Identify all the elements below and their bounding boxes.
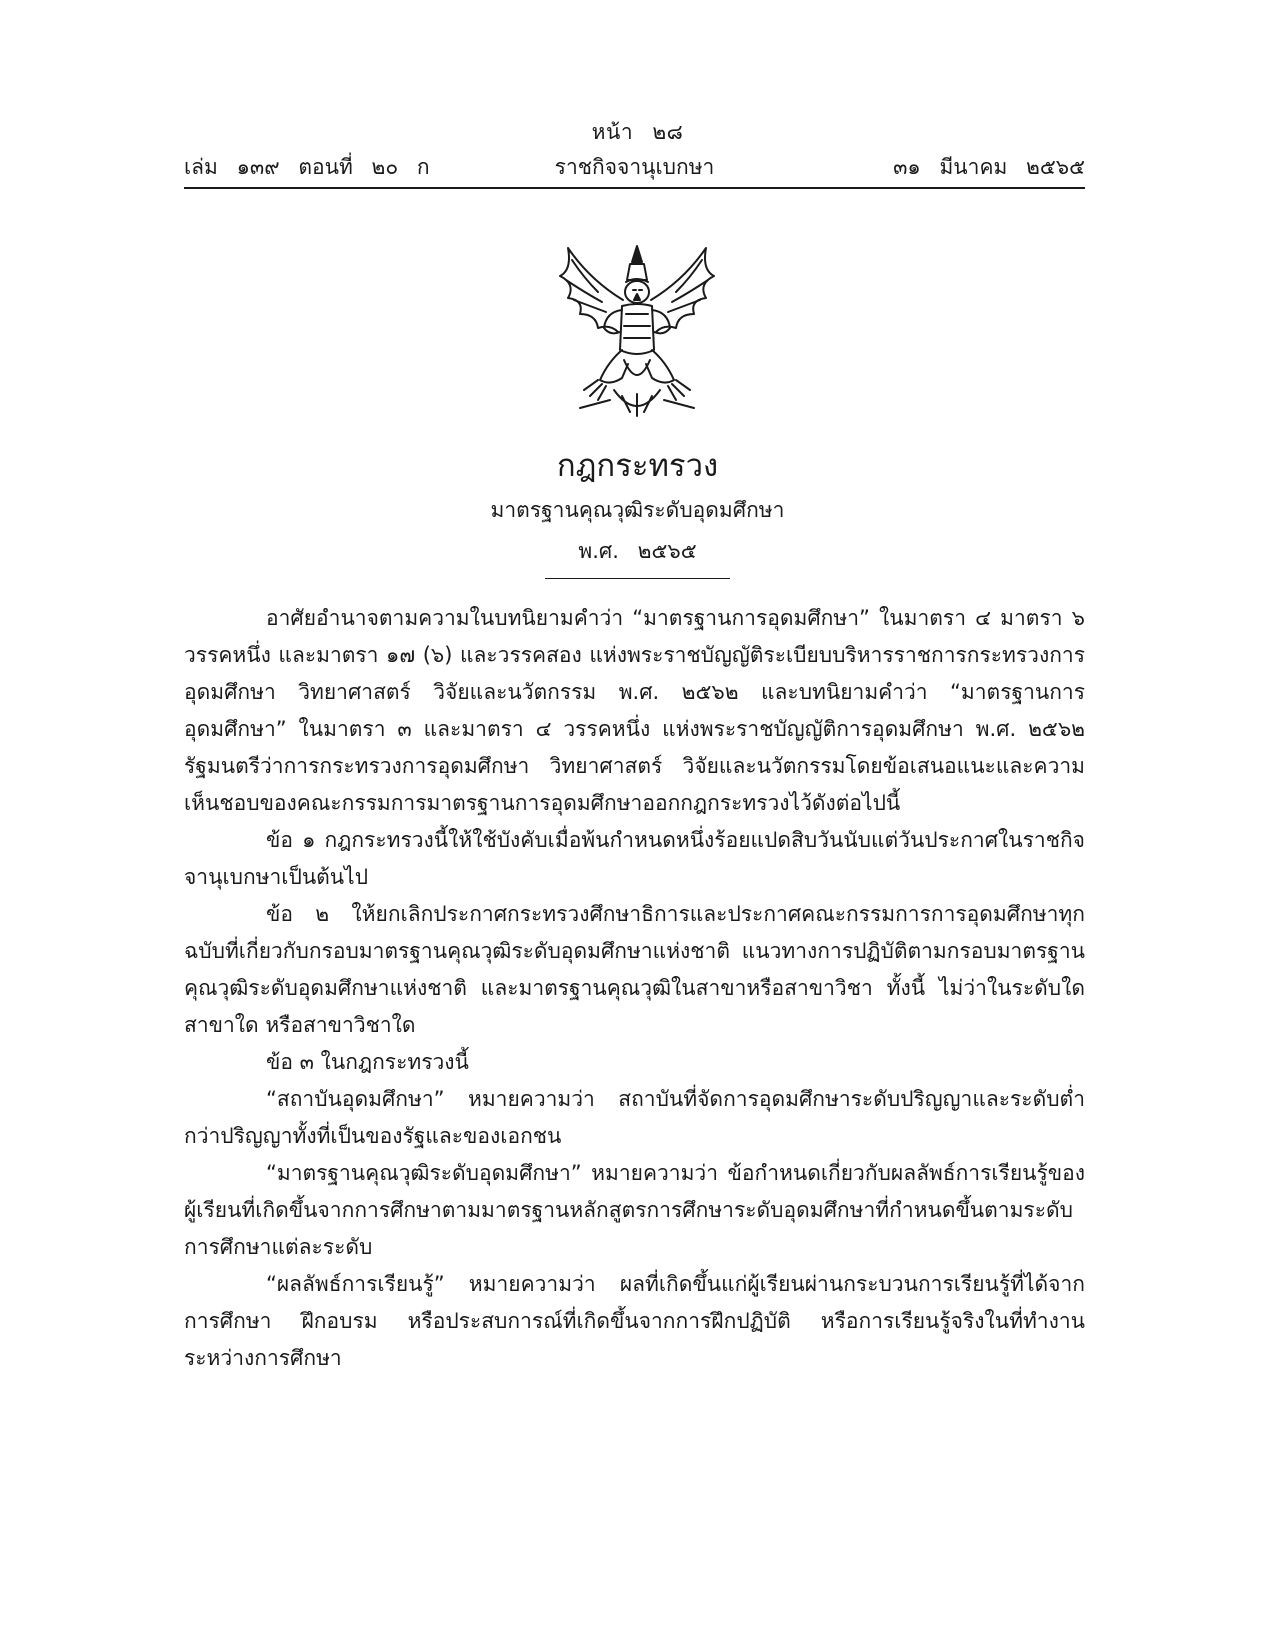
- year-number: ๒๕๖๕: [637, 539, 697, 563]
- date-month: มีนาคม: [939, 155, 1008, 179]
- issue-label: ตอนที่: [298, 155, 353, 179]
- definition-learning-outcome: “ผลลัพธ์การเรียนรู้” หมายความว่า ผลที่เกิดขึ้นแก่ผู้เรียนผ่านกระบวนการเรียนรู้ที่ได้จากการศึกษา ฝึกอบรม หรือประสบการณ์ที่เกิดขึ้นจากการฝึกปฏิบัติ หรือการเรียนรู้จริงในที่ทำงานระหว่างการศึกษา: [184, 1272, 1085, 1370]
- document-body: [184, 600, 1085, 1377]
- garuda-emblem-icon: [550, 240, 724, 425]
- document-year: [0, 535, 1275, 568]
- title-divider: [545, 578, 730, 579]
- publication-name: ราชกิจจานุเบกษา: [554, 155, 715, 179]
- clause-3-paragraph: ข้อ ๓ ในกฎกระทรวงนี้: [266, 1050, 469, 1074]
- preamble-paragraph: อาศัยอำนาจตามความในบทนิยามคำว่า “มาตรฐานการอุดมศึกษา” ในมาตรา ๔ มาตรา ๖ วรรคหนึ่ง และมาตรา ๑๗ (๖) และวรรคสอง แห่งพระราชบัญญัติระเบียบบริหารราชการกระทรวงการอุดมศึกษา วิทยาศาสตร์ วิจัยและนวัตกรรม พ.ศ. ๒๕๖๒ และบทนิยามคำว่า “มาตรฐานการอุดมศึกษา” ในมาตรา ๓ และมาตรา ๔ วรรคหนึ่ง แห่งพระราชบัญญัติการอุดมศึกษา พ.ศ. ๒๕๖๒ รัฐมนตรีว่าการกระทรวงการอุดมศึกษา วิทยาศาสตร์ วิจัยและนวัตกรรมโดยข้อเสนอแนะและความเห็นชอบของคณะกรรมการมาตรฐานการอุดมศึกษาออกกฎกระทรวงไว้ดังต่อไปนี้: [184, 606, 1085, 815]
- issue-number: ๒๐: [371, 155, 399, 179]
- publication-date: [893, 151, 1085, 184]
- volume-label: เล่ม: [184, 155, 218, 179]
- page-number: ๒๘: [652, 120, 684, 144]
- date-day: ๓๑: [893, 155, 921, 179]
- gazette-header: [184, 151, 1085, 181]
- year-prefix: พ.ศ.: [578, 539, 619, 563]
- document-subtitle: มาตรฐานคุณวุฒิระดับอุดมศึกษา: [490, 498, 785, 522]
- date-year: ๒๕๖๕: [1026, 155, 1085, 179]
- page-label: หน้า: [591, 120, 634, 144]
- document-title: กฎกระทรวง: [556, 448, 719, 484]
- issue-section: ก: [416, 155, 430, 179]
- definition-institution: “สถาบันอุดมศึกษา” หมายความว่า สถาบันที่จัดการอุดมศึกษาระดับปริญญาและระดับต่ำกว่าปริญญาทั้งที่เป็นของรัฐและของเอกชน: [184, 1087, 1085, 1148]
- header-divider: [184, 187, 1085, 189]
- clause-1-paragraph: ข้อ ๑ กฎกระทรวงนี้ให้ใช้บังคับเมื่อพ้นกำหนดหนึ่งร้อยแปดสิบวันนับแต่วันประกาศในราชกิจจานุเบกษาเป็นต้นไป: [184, 828, 1085, 889]
- clause-2-paragraph: ข้อ ๒ ให้ยกเลิกประกาศกระทรวงศึกษาธิการและประกาศคณะกรรมการการอุดมศึกษาทุกฉบับที่เกี่ยวกับกรอบมาตรฐานคุณวุฒิระดับอุดมศึกษาแห่งชาติ แนวทางการปฏิบัติตามกรอบมาตรฐานคุณวุฒิระดับอุดมศึกษาแห่งชาติ และมาตรฐานคุณวุฒิในสาขาหรือสาขาวิชา ทั้งนี้ ไม่ว่าในระดับใด สาขาใด หรือสาขาวิชาใด: [184, 902, 1085, 1037]
- definition-qualification-standard: “มาตรฐานคุณวุฒิระดับอุดมศึกษา” หมายความว่า ข้อกำหนดเกี่ยวกับผลลัพธ์การเรียนรู้ของผู้เรียนที่เกิดขึ้นจากการศึกษาตามมาตรฐานหลักสูตรการศึกษาระดับอุดมศึกษาที่กำหนดขึ้นตามระดับการศึกษาแต่ละระดับ: [184, 1161, 1085, 1259]
- volume-number: ๑๓๙: [236, 155, 280, 179]
- page-number-line: [0, 116, 1275, 149]
